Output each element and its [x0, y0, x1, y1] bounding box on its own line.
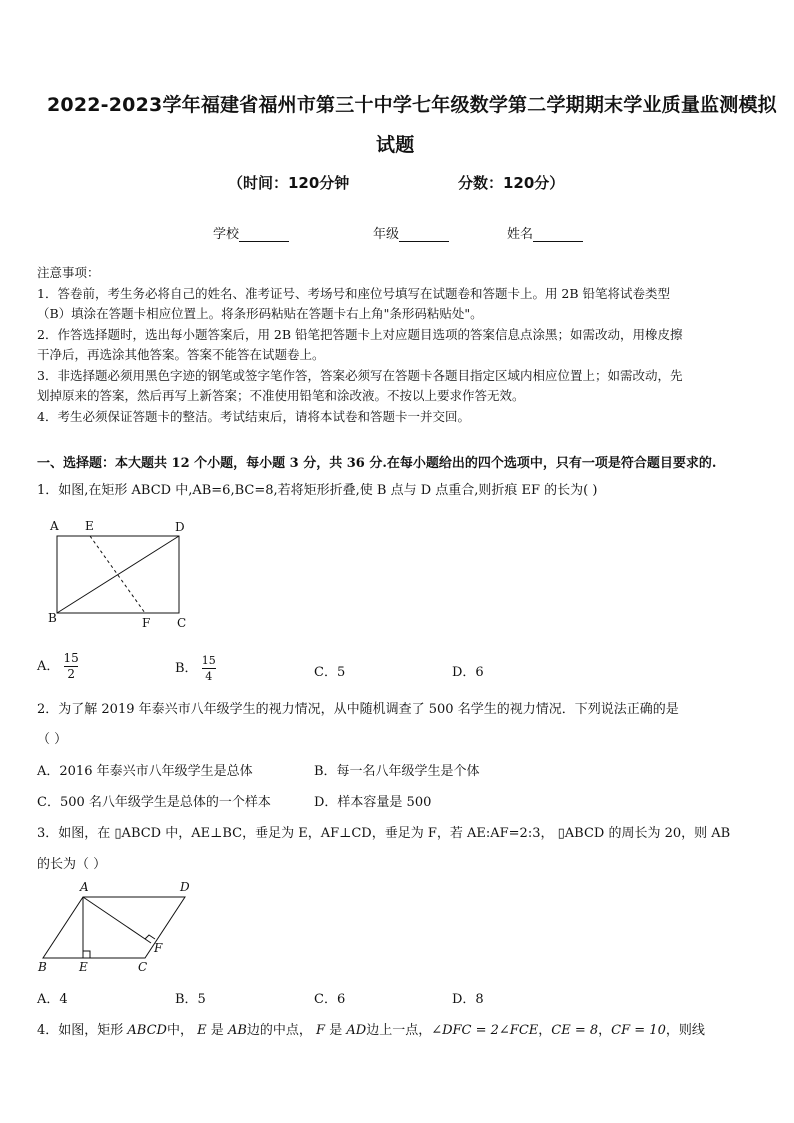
q1-option-a-denominator: 2	[67, 667, 75, 681]
q3-label-d: D	[180, 880, 190, 894]
q4-text: ，	[538, 1023, 552, 1038]
notes-line: 干净后，再选涂其他答案。答案不能答在试题卷上。	[37, 347, 325, 362]
q3-label-c: C	[138, 960, 148, 974]
q4-text: 是	[210, 1023, 224, 1038]
q3-right-angle-f	[145, 935, 155, 939]
q1-option-a-numerator: 15	[63, 651, 79, 665]
q3-label-b: B	[38, 960, 47, 974]
q3-option-b: B．5	[175, 992, 206, 1007]
q2-stem: 2．为了解 2019 年泰兴市八年级学生的视力情况，从中随机调查了 500 名学生的视力情况．下列说法正确的是	[37, 702, 679, 717]
q1-label-b: B	[48, 611, 57, 625]
q4-text: ，	[598, 1023, 612, 1038]
q1-option-c: C．5	[314, 665, 346, 680]
notes-line: 1．答卷前，考生务必将自己的姓名、准考证号、考场号和座位号填写在试题卷和答题卡上。用 2B 铅笔将试卷类型	[37, 285, 671, 301]
q3-right-angle-e	[83, 951, 90, 958]
notes-heading: 注意事项：	[37, 265, 100, 280]
notes-line: 4．考生必须保证答题卡的整洁。考试结束后，请将本试卷和答题卡一并交回。	[37, 408, 470, 424]
q4-math-ad: AD	[346, 1023, 367, 1038]
q3-stem: 3．如图，在 ▯ABCD 中，AE⊥BC，垂足为 E，AF⊥CD，垂足为 F，若 AE:AF=2:3， ▯ABCD 的周长为 20，则 AB	[37, 826, 731, 841]
q1-option-d: D．6	[452, 665, 484, 680]
q1-option-b-numerator: 15	[201, 654, 216, 667]
q4-math-cf: CF = 10	[611, 1023, 666, 1038]
q4-math-ab: AB	[227, 1023, 247, 1038]
q3-parallelogram	[43, 897, 185, 958]
section-heading: 一、选择题：本大题共 12 个小题，每小题 3 分，共 36 分.在每小题给出的四个选项中，只有一项是符合题目要求的.	[37, 456, 717, 471]
page-title: 2022-2023学年福建省福州市第三十中学七年级数学第二学期期末学业质量监测模拟	[47, 94, 777, 116]
q3-stem-line2: 的长为（ ）	[37, 857, 107, 872]
q4-stem	[37, 1019, 705, 1038]
q4-math-abcd: ABCD	[127, 1023, 167, 1038]
q4-math-ce: CE = 8	[551, 1023, 599, 1038]
q1-label-e: E	[85, 519, 94, 533]
exam-time: （时间：120分钟	[228, 174, 350, 192]
q1-option-b-denominator: 4	[205, 670, 213, 683]
q1-label-c: C	[177, 616, 187, 630]
q4-text: 4．如图，矩形	[37, 1023, 124, 1038]
q3-option-a: A．4	[37, 992, 68, 1007]
q4-math-e: E	[197, 1023, 207, 1038]
page-title-line2: 试题	[376, 134, 415, 156]
exam-score: 分数：120分）	[458, 174, 565, 192]
grade-label: 年级	[373, 227, 400, 242]
q3-label-e: E	[79, 960, 88, 974]
school-label: 学校	[213, 227, 240, 242]
q1-stem: 1．如图,在矩形 ABCD 中,AB=6,BC=8,若将矩形折叠,使 B 点与 D 点重合,则折痕 EF 的长为( )	[37, 483, 598, 498]
notes-line: 划掉原来的答案，然后再写上新答案；不准使用铅笔和涂改液。不按以上要求作答无效。	[37, 388, 525, 403]
notes-line: （B）填涂在答题卡相应位置上。将条形码粘贴在答题卡右上角"条形码粘贴处"。	[37, 306, 483, 321]
notes-line: 3．非选择题必须用黑色字迹的钢笔或签字笔作答，答案必须写在答题卡各题目指定区域内相应位置上；如需改动，先	[37, 367, 683, 383]
q4-text: ，则线	[665, 1023, 705, 1038]
name-label: 姓名	[507, 227, 534, 242]
q4-text: 边的中点，	[246, 1023, 312, 1038]
q4-math-angle: ∠DFC = 2∠FCE	[431, 1023, 539, 1038]
q3-label-f: F	[154, 941, 163, 955]
q3-label-a: A	[80, 880, 89, 894]
q4-text: 是	[329, 1023, 343, 1038]
q4-math-f: F	[316, 1023, 326, 1038]
q4-text: 中，	[166, 1023, 193, 1038]
q2-option-a: A．2016 年泰兴市八年级学生是总体	[37, 764, 253, 779]
notes-line: 2．作答选择题时，选出每小题答案后，用 2B 铅笔把答题卡上对应题目选项的答案信息点涂黑；如需改动，用橡皮擦	[37, 326, 683, 342]
q1-label-a: A	[50, 519, 59, 533]
q1-label-f: F	[142, 616, 151, 630]
q3-option-c: C．6	[314, 992, 346, 1007]
q1-label-d: D	[175, 520, 185, 534]
q2-option-c: C．500 名八年级学生是总体的一个样本	[37, 795, 271, 810]
q3-option-d: D．8	[452, 992, 484, 1007]
q2-paren: （ ）	[37, 732, 68, 747]
q4-text: 边上一点，	[366, 1023, 432, 1038]
q3-altitude-af	[83, 897, 151, 943]
q1-option-a-prefix: A．	[37, 659, 60, 674]
q1-option-b-prefix: B．	[175, 661, 198, 676]
q2-option-d: D．样本容量是 500	[314, 795, 432, 810]
q2-option-b: B．每一名八年级学生是个体	[314, 764, 480, 779]
